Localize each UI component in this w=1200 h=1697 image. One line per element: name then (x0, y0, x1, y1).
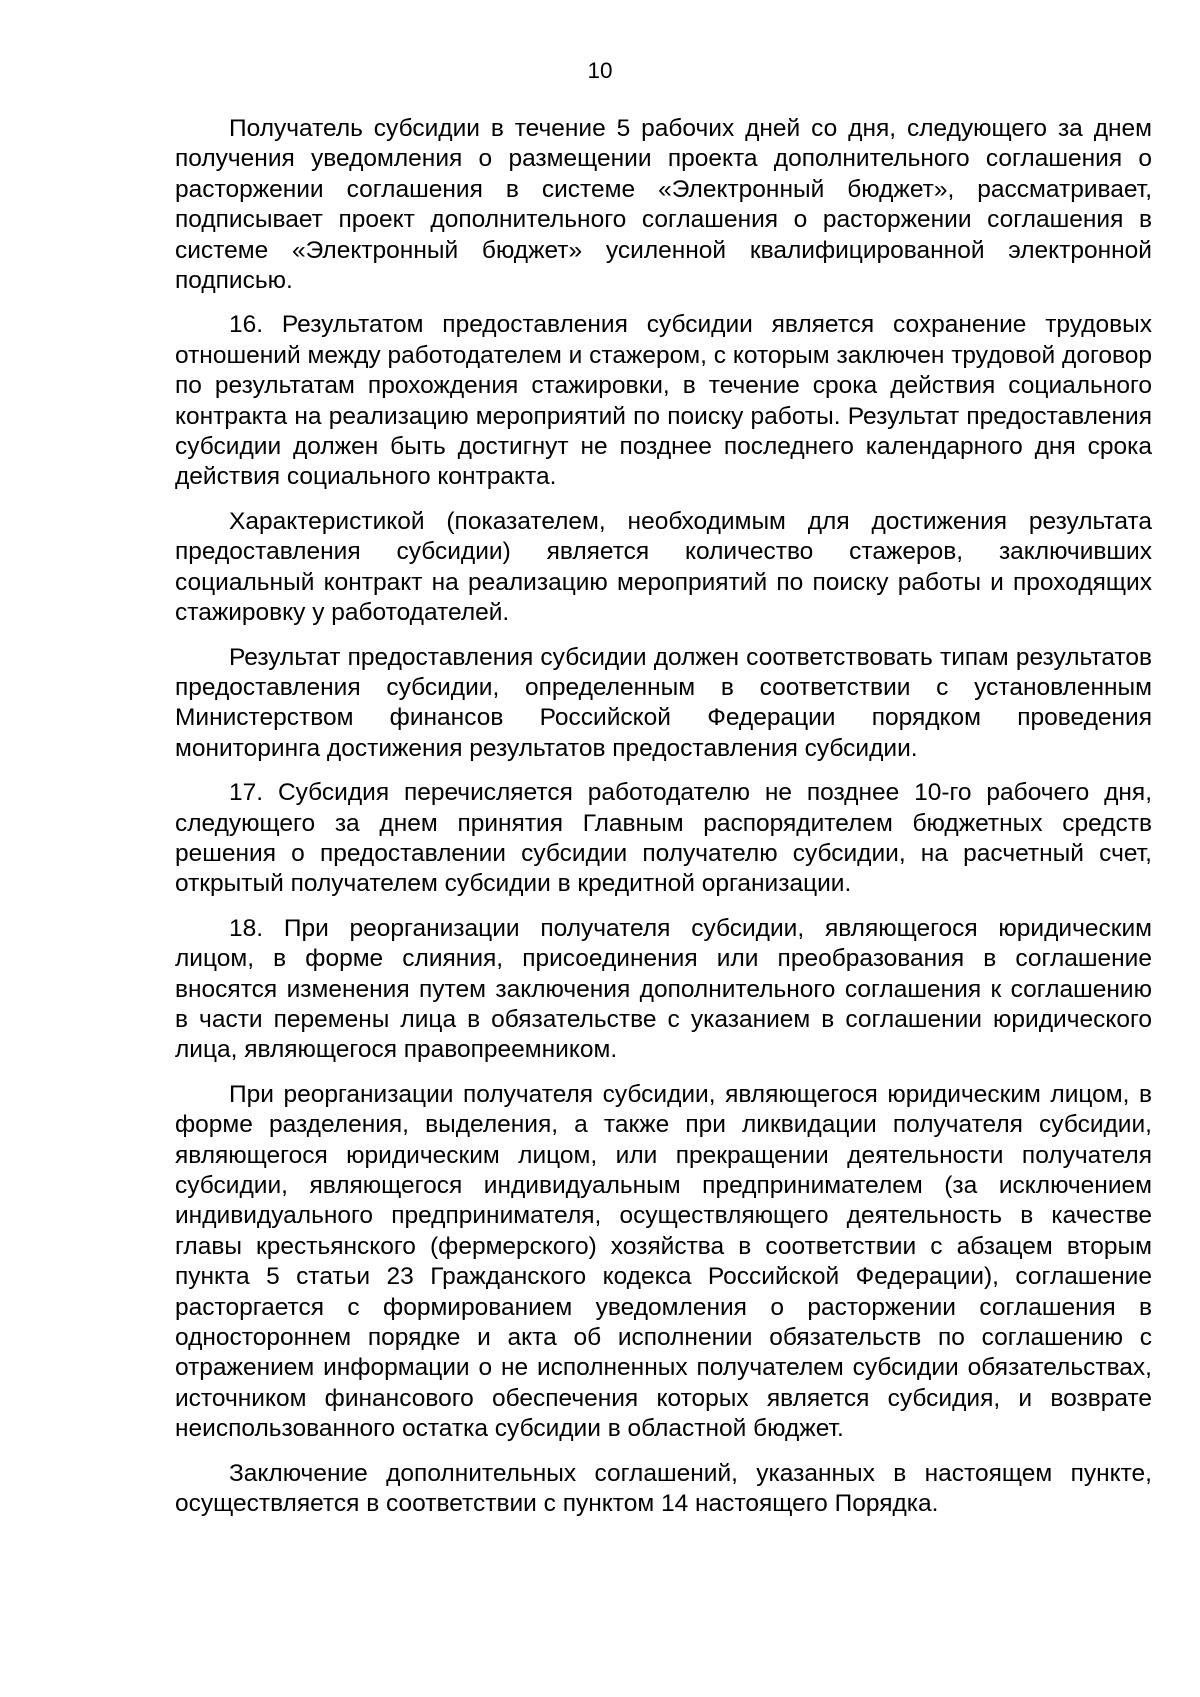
paragraph-recipient-signing: Получатель субсидии в течение 5 рабочих дней со дня, следующего за днем получения уведомления о размещении проекта дополнительного соглашения о расторжении соглашения в системе «Электронный бюджет», рассматривает, подписывает проект дополнительного соглашения о расторжении соглашения в системе «Электронный бюджет» усиленной квалифицированной электронной подписью. (175, 115, 1152, 295)
paragraph-characteristic: Характеристикой (показателем, необходимым для достижения результата предоставления субсидии) является количество стажеров, заключивших социальный контракт на реализацию мероприятий по поиску работы и проходящих стажировку у работодателей. (175, 507, 1152, 627)
document-body (175, 114, 1152, 1519)
paragraph-result-types: Результат предоставления субсидии должен соответствовать типам результатов предоставления субсидии, определенным в соответствии с установленным Министерством финансов Российской Федерации порядком проведения мониторинга достижения результатов предоставления субсидии. (175, 643, 1152, 762)
paragraph-16-result: 16. Результатом предоставления субсидии является сохранение трудовых отношений между работодателем и стажером, с которым заключен трудовой договор по результатам прохождения стажировки, в течение срока действия социального контракта на реализацию мероприятий по поиску работы. Результат предоставления субсидии должен быть достигнут не позднее последнего календарного дня срока действия социального контракта. (175, 311, 1152, 491)
paragraph-18-reorganization: 18. При реорганизации получателя субсидии, являющегося юридическим лицом, в форме слияния, присоединения или преобразования в соглашение вносятся изменения путем заключения дополнительного соглашения к соглашению в части перемены лица в обязательстве с указанием в соглашении юридического лица, являющегося правопреемником. (175, 914, 1152, 1064)
paragraph-additional-agreements: Заключение дополнительных соглашений, указанных в настоящем пункте, осуществляется в соответствии с пунктом 14 настоящего Порядка. (175, 1459, 1152, 1518)
paragraph-reorganization-termination: При реорганизации получателя субсидии, являющегося юридическим лицом, в форме разделения, выделения, а также при ликвидации получателя субсидии, являющегося юридическим лицом, или прекращении деятельности получателя субсидии, являющегося индивидуальным предпринимателем (за исключением индивидуального предпринимателя, осуществляющего деятельность в качестве главы крестьянского (фермерского) хозяйства в соответствии с абзацем вторым пункта 5 статьи 23 Гражданского кодекса Российской Федерации), соглашение расторгается с формированием уведомления о расторжении соглашения в одностороннем порядке и акта об исполнении обязательств по соглашению с отражением информации о не исполненных получателем субсидии обязательствах, источником финансового обеспечения которых является субсидия, и возврате неиспользованного остатка субсидии в областной бюджет. (175, 1080, 1152, 1443)
page-number: 10 (587, 58, 613, 83)
paragraph-17-transfer: 17. Субсидия перечисляется работодателю не позднее 10-го рабочего дня, следующего за днем принятия Главным распорядителем бюджетных средств решения о предоставлении субсидии получателю субсидии, на расчетный счет, открытый получателем субсидии в кредитной организации. (175, 779, 1152, 898)
